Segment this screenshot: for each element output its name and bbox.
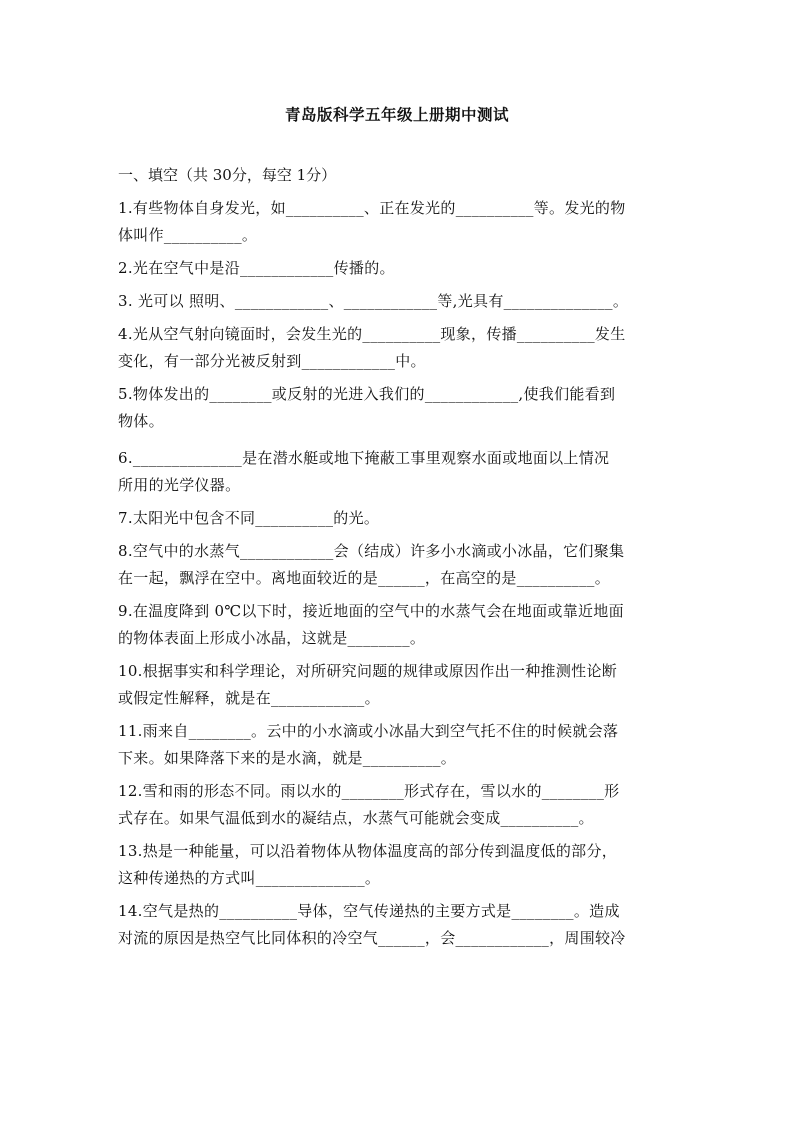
question-6-line-2: 所用的光学仪器。 bbox=[118, 476, 241, 494]
question-5-line-1: 5.物体发出的________或反射的光进入我们的____________,使我们能看到 bbox=[118, 385, 616, 403]
question-13-line-2: 这种传递热的方式叫______________。 bbox=[118, 869, 381, 887]
question-1-line-1: 1.有些物体自身发光，如__________、正在发光的__________等。发光的物 bbox=[118, 199, 626, 217]
question-12-line-1: 12.雪和雨的形态不同。雨以水的________形式存在，雪以水的________形 bbox=[118, 782, 620, 800]
question-13-line-1: 13.热是一种能量，可以沿着物体从物体温度高的部分传到温度低的部分， bbox=[118, 842, 618, 860]
question-4-line-2: 变化，有一部分光被反射到____________中。 bbox=[118, 352, 426, 370]
question-8-line-1: 8.空气中的水蒸气____________会（结成）许多小水滴或小冰晶，它们聚集 bbox=[118, 542, 625, 560]
question-2-line-1: 2.光在空气中是沿____________传播的。 bbox=[118, 259, 395, 277]
question-11-line-1: 11.雨来自________。云中的小水滴或小冰晶大到空气托不住的时候就会落 bbox=[118, 722, 619, 740]
question-10-line-2: 或假定性解释，就是在____________。 bbox=[118, 689, 380, 707]
question-6-line-1: 6.______________是在潜水艇或地下掩蔽工事里观察水面或地面以上情况 bbox=[118, 449, 610, 467]
question-11-line-2: 下来。如果降落下来的是水滴，就是__________。 bbox=[118, 749, 457, 767]
question-9-line-1: 9.在温度降到 0℃以下时，接近地面的空气中的水蒸气会在地面或靠近地面 bbox=[118, 602, 624, 620]
question-8-line-2: 在一起，飘浮在空中。离地面较近的是______，在高空的是__________。 bbox=[118, 569, 611, 587]
question-7-line-1: 7.太阳光中包含不同__________的光。 bbox=[118, 509, 380, 527]
question-5-line-2: 物体。 bbox=[118, 412, 164, 430]
question-9-line-2: 的物体表面上形成小冰晶，这就是________。 bbox=[118, 629, 426, 647]
section-heading: 一、填空（共 30分，每空 1分） bbox=[118, 166, 337, 184]
question-12-line-2: 式存在。如果气温低到水的凝结点，水蒸气可能就会变成__________。 bbox=[118, 809, 594, 827]
question-14-line-1: 14.空气是热的__________导体，空气传递热的主要方式是________。造成 bbox=[118, 902, 620, 920]
question-14-line-2: 对流的原因是热空气比同体积的冷空气______，会____________，周围较冷 bbox=[118, 929, 626, 947]
question-body bbox=[118, 162, 678, 952]
question-3-line-1: 3. 光可以 照明、____________、____________等,光具有______________。 bbox=[118, 292, 629, 310]
question-4-line-1: 4.光从空气射向镜面时，会发生光的__________现象，传播__________发生 bbox=[118, 325, 626, 343]
question-1-line-2: 体叫作__________。 bbox=[118, 226, 258, 244]
question-10-line-1: 10.根据事实和科学理论，对所研究问题的规律或原因作出一种推测性论断 bbox=[118, 662, 618, 680]
page-title: 青岛版科学五年级上册期中测试 bbox=[284, 105, 509, 124]
